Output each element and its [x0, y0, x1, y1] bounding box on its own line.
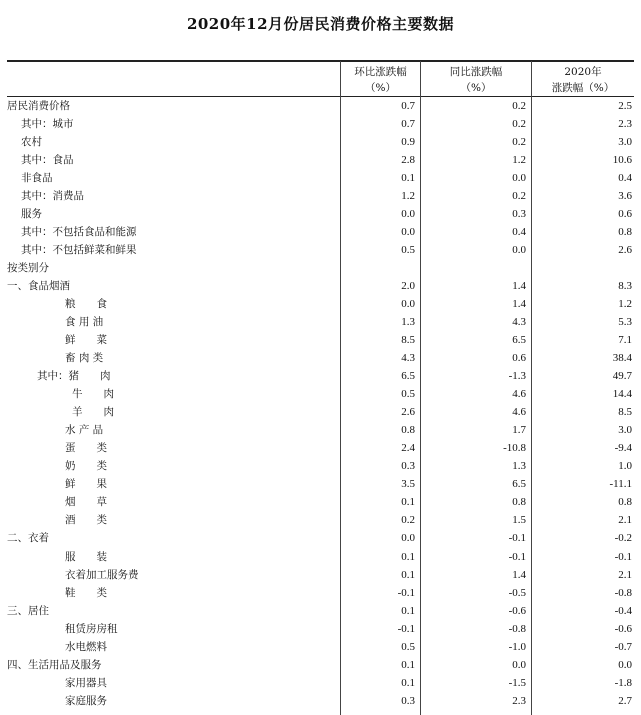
table-row — [7, 512, 634, 529]
cell-mom: 0.7 — [401, 100, 415, 112]
cell-ytd: 38.4 — [612, 352, 632, 365]
cell-ytd: -0.1 — [614, 550, 632, 563]
table-row — [7, 332, 634, 349]
cell-yoy: -0.1 — [508, 550, 526, 563]
cell-ytd: -0.7 — [614, 640, 632, 653]
row-label: 二、衣着 — [7, 532, 49, 545]
row-label: 三、居住 — [7, 604, 49, 617]
cell-yoy: 4.6 — [512, 388, 526, 401]
header-yoy-unit: （%） — [460, 82, 492, 94]
table-row — [7, 675, 634, 692]
header-mom-label: 环比涨跌幅 — [354, 66, 407, 78]
cell-mom: 0.8 — [401, 424, 415, 437]
cell-ytd: 8.3 — [618, 280, 632, 293]
cell-mom: 1.3 — [401, 316, 415, 329]
row-label: 鞋 类 — [65, 586, 107, 599]
table-row — [7, 314, 634, 331]
cell-ytd: 0.4 — [618, 172, 632, 185]
cell-mom: 3.5 — [401, 478, 415, 491]
cell-yoy: 1.2 — [512, 154, 526, 167]
cell-ytd: 3.0 — [618, 424, 632, 437]
cell-mom: 0.1 — [401, 658, 415, 671]
table-row — [7, 639, 634, 656]
table-row — [7, 116, 634, 133]
table-row — [7, 242, 634, 259]
table-row — [7, 567, 634, 584]
table-row — [7, 278, 634, 295]
table-row — [7, 404, 634, 421]
row-label: 家庭服务 — [65, 694, 107, 707]
row-label: 羊 肉 — [72, 406, 114, 419]
cell-mom: 6.5 — [401, 370, 415, 383]
row-label: 衣着加工服务费 — [65, 568, 139, 581]
cell-yoy: 0.0 — [512, 658, 526, 671]
cell-ytd: 2.3 — [618, 118, 632, 131]
cell-yoy: 1.4 — [512, 280, 526, 293]
table-row — [7, 657, 634, 674]
cell-yoy: 2.3 — [512, 694, 526, 707]
table-row — [7, 224, 634, 241]
page-title: 2020年12月份居民消费价格主要数据 — [186, 15, 455, 33]
table-row — [7, 549, 634, 566]
cell-yoy: 6.5 — [512, 334, 526, 347]
cell-yoy: 1.4 — [512, 568, 526, 581]
cell-ytd: 0.8 — [618, 496, 632, 509]
cell-mom: -0.1 — [397, 622, 415, 635]
cell-mom: 4.3 — [401, 352, 415, 365]
cell-ytd: -0.8 — [614, 586, 632, 599]
cell-yoy: 0.0 — [512, 244, 526, 257]
cell-ytd: 3.6 — [618, 190, 632, 203]
cell-mom: 2.8 — [401, 154, 415, 167]
cell-yoy: 0.2 — [512, 100, 526, 112]
row-label: 其中：不包括鲜菜和鲜果 — [21, 244, 137, 257]
table-row — [7, 458, 634, 475]
table-row — [7, 440, 634, 457]
row-label: 水电燃料 — [65, 640, 107, 653]
cell-yoy: 6.5 — [512, 478, 526, 491]
table-row — [7, 188, 634, 205]
row-label: 其中：城市 — [21, 118, 74, 131]
cell-yoy: -0.5 — [508, 586, 526, 599]
row-label: 蛋 类 — [65, 442, 107, 455]
cell-ytd: 0.8 — [618, 226, 632, 239]
row-label: 烟 草 — [65, 496, 107, 509]
cell-yoy: -1.5 — [508, 676, 526, 689]
cell-mom: 0.1 — [401, 496, 415, 509]
cell-ytd: 14.4 — [612, 388, 632, 401]
cell-ytd: 1.0 — [618, 460, 632, 473]
table-row — [7, 296, 634, 313]
table-row — [7, 134, 634, 151]
cell-yoy: 0.2 — [512, 190, 526, 203]
cell-yoy: -0.6 — [508, 604, 526, 617]
cell-yoy: 0.4 — [512, 226, 526, 239]
cell-mom: 0.3 — [401, 694, 415, 707]
table-row — [7, 530, 634, 547]
cell-mom: 0.7 — [401, 118, 415, 131]
row-label: 鲜 菜 — [65, 334, 107, 347]
cell-ytd: -0.2 — [614, 532, 632, 545]
row-label: 奶 类 — [65, 460, 107, 473]
cell-ytd: 5.3 — [618, 316, 632, 329]
table-top-rule — [7, 60, 634, 62]
table-row — [7, 621, 634, 638]
cell-ytd: 2.6 — [618, 244, 632, 257]
row-label: 酒 类 — [65, 514, 107, 527]
cell-mom: 0.5 — [401, 640, 415, 653]
cell-yoy: 0.2 — [512, 136, 526, 149]
cell-ytd: 0.6 — [618, 208, 632, 221]
cell-mom: 0.0 — [401, 208, 415, 221]
cell-ytd: 2.5 — [618, 100, 632, 112]
cell-yoy: 0.2 — [512, 118, 526, 131]
cell-mom: 0.1 — [401, 676, 415, 689]
row-label: 服 装 — [65, 550, 107, 563]
header-yoy — [421, 64, 531, 96]
cell-yoy: 0.0 — [512, 172, 526, 185]
row-label: 其中：猪 肉 — [37, 370, 111, 383]
cell-mom: 0.1 — [401, 550, 415, 563]
cell-ytd: 1.2 — [618, 298, 632, 311]
cell-yoy: 0.6 — [512, 352, 526, 365]
cell-mom: 8.5 — [401, 334, 415, 347]
table-row — [7, 206, 634, 223]
cell-yoy: 1.5 — [512, 514, 526, 527]
cell-ytd: -1.8 — [614, 676, 632, 689]
row-label: 鲜 果 — [65, 478, 107, 491]
table-row — [7, 152, 634, 169]
row-label: 粮 食 — [65, 298, 107, 311]
row-label: 食 用 油 — [65, 316, 104, 329]
cell-mom: 0.0 — [401, 532, 415, 545]
cell-ytd: 0.0 — [618, 658, 632, 671]
cell-ytd: 10.6 — [612, 154, 632, 167]
cell-mom: 1.2 — [401, 190, 415, 203]
cell-ytd: 3.0 — [618, 136, 632, 149]
row-label: 水 产 品 — [65, 424, 104, 437]
table-row — [7, 98, 634, 115]
cell-mom: 2.0 — [401, 280, 415, 293]
cell-yoy: 0.3 — [512, 208, 526, 221]
row-label: 四、生活用品及服务 — [7, 658, 102, 671]
table-row — [7, 368, 634, 385]
cell-mom: 0.5 — [401, 244, 415, 257]
cell-ytd: 2.1 — [618, 514, 632, 527]
table-row — [7, 260, 634, 277]
cell-yoy: 1.7 — [512, 424, 526, 437]
row-label: 其中：食品 — [21, 154, 74, 167]
row-label: 畜 肉 类 — [65, 352, 104, 365]
header-yoy-label: 同比涨跌幅 — [449, 66, 503, 78]
cell-yoy: 0.8 — [512, 496, 526, 509]
header-ytd-year: 2020年 — [564, 66, 602, 78]
cell-ytd: 8.5 — [618, 406, 632, 419]
row-label: 非食品 — [21, 172, 53, 185]
cell-yoy: -1.0 — [508, 640, 526, 653]
table-row — [7, 476, 634, 493]
cell-mom: 0.1 — [401, 568, 415, 581]
cell-mom: 0.1 — [401, 172, 415, 185]
cell-ytd: -9.4 — [614, 442, 632, 455]
cell-yoy: 1.4 — [512, 298, 526, 311]
table-row — [7, 494, 634, 511]
header-mom — [341, 64, 420, 96]
table-row — [7, 693, 634, 710]
cell-ytd: -11.1 — [609, 478, 632, 491]
header-mom-unit: （%） — [365, 82, 396, 94]
cell-mom: 2.6 — [401, 406, 415, 419]
cell-yoy: -0.8 — [508, 622, 526, 635]
cell-yoy: 1.3 — [512, 460, 526, 473]
cell-ytd: 49.7 — [612, 370, 632, 383]
cell-mom: 0.5 — [401, 388, 415, 401]
header-ytd-label: 涨跌幅（%） — [551, 82, 615, 94]
table-row — [7, 386, 634, 403]
row-label: 其中：不包括食品和能源 — [21, 226, 137, 239]
cell-mom: 0.2 — [401, 514, 415, 527]
cell-ytd: 2.1 — [618, 568, 632, 581]
row-label: 牛 肉 — [72, 388, 114, 401]
cell-yoy: -0.1 — [508, 532, 526, 545]
cell-mom: 0.0 — [401, 298, 415, 311]
cell-mom: 0.0 — [401, 226, 415, 239]
table-row — [7, 603, 634, 620]
row-label: 租赁房房租 — [65, 622, 118, 635]
row-label: 家用器具 — [65, 676, 107, 689]
cell-mom: 2.4 — [401, 442, 415, 455]
cell-yoy: 4.3 — [512, 316, 526, 329]
cell-ytd: 7.1 — [618, 334, 632, 347]
header-ytd — [532, 64, 634, 96]
row-label: 其中：消费品 — [21, 190, 84, 203]
cell-ytd: -0.4 — [614, 604, 632, 617]
table-row — [7, 422, 634, 439]
cell-mom: 0.1 — [401, 604, 415, 617]
cell-mom: -0.1 — [397, 586, 415, 599]
table-row — [7, 350, 634, 367]
cell-yoy: -10.8 — [503, 442, 526, 455]
table-row — [7, 585, 634, 602]
row-label: 按类别分 — [7, 262, 49, 275]
cell-yoy: 4.6 — [512, 406, 526, 419]
row-label: 居民消费价格 — [7, 100, 70, 112]
cell-mom: 0.3 — [401, 460, 415, 473]
cell-yoy: -1.3 — [508, 370, 526, 383]
table-row — [7, 170, 634, 187]
header-bottom-rule — [7, 96, 634, 97]
row-label: 一、食品烟酒 — [7, 280, 70, 293]
row-label: 服务 — [21, 208, 42, 221]
cell-ytd: 2.7 — [618, 694, 632, 707]
cell-mom: 0.9 — [401, 136, 415, 149]
row-label: 农村 — [21, 136, 42, 149]
cell-ytd: -0.6 — [614, 622, 632, 635]
